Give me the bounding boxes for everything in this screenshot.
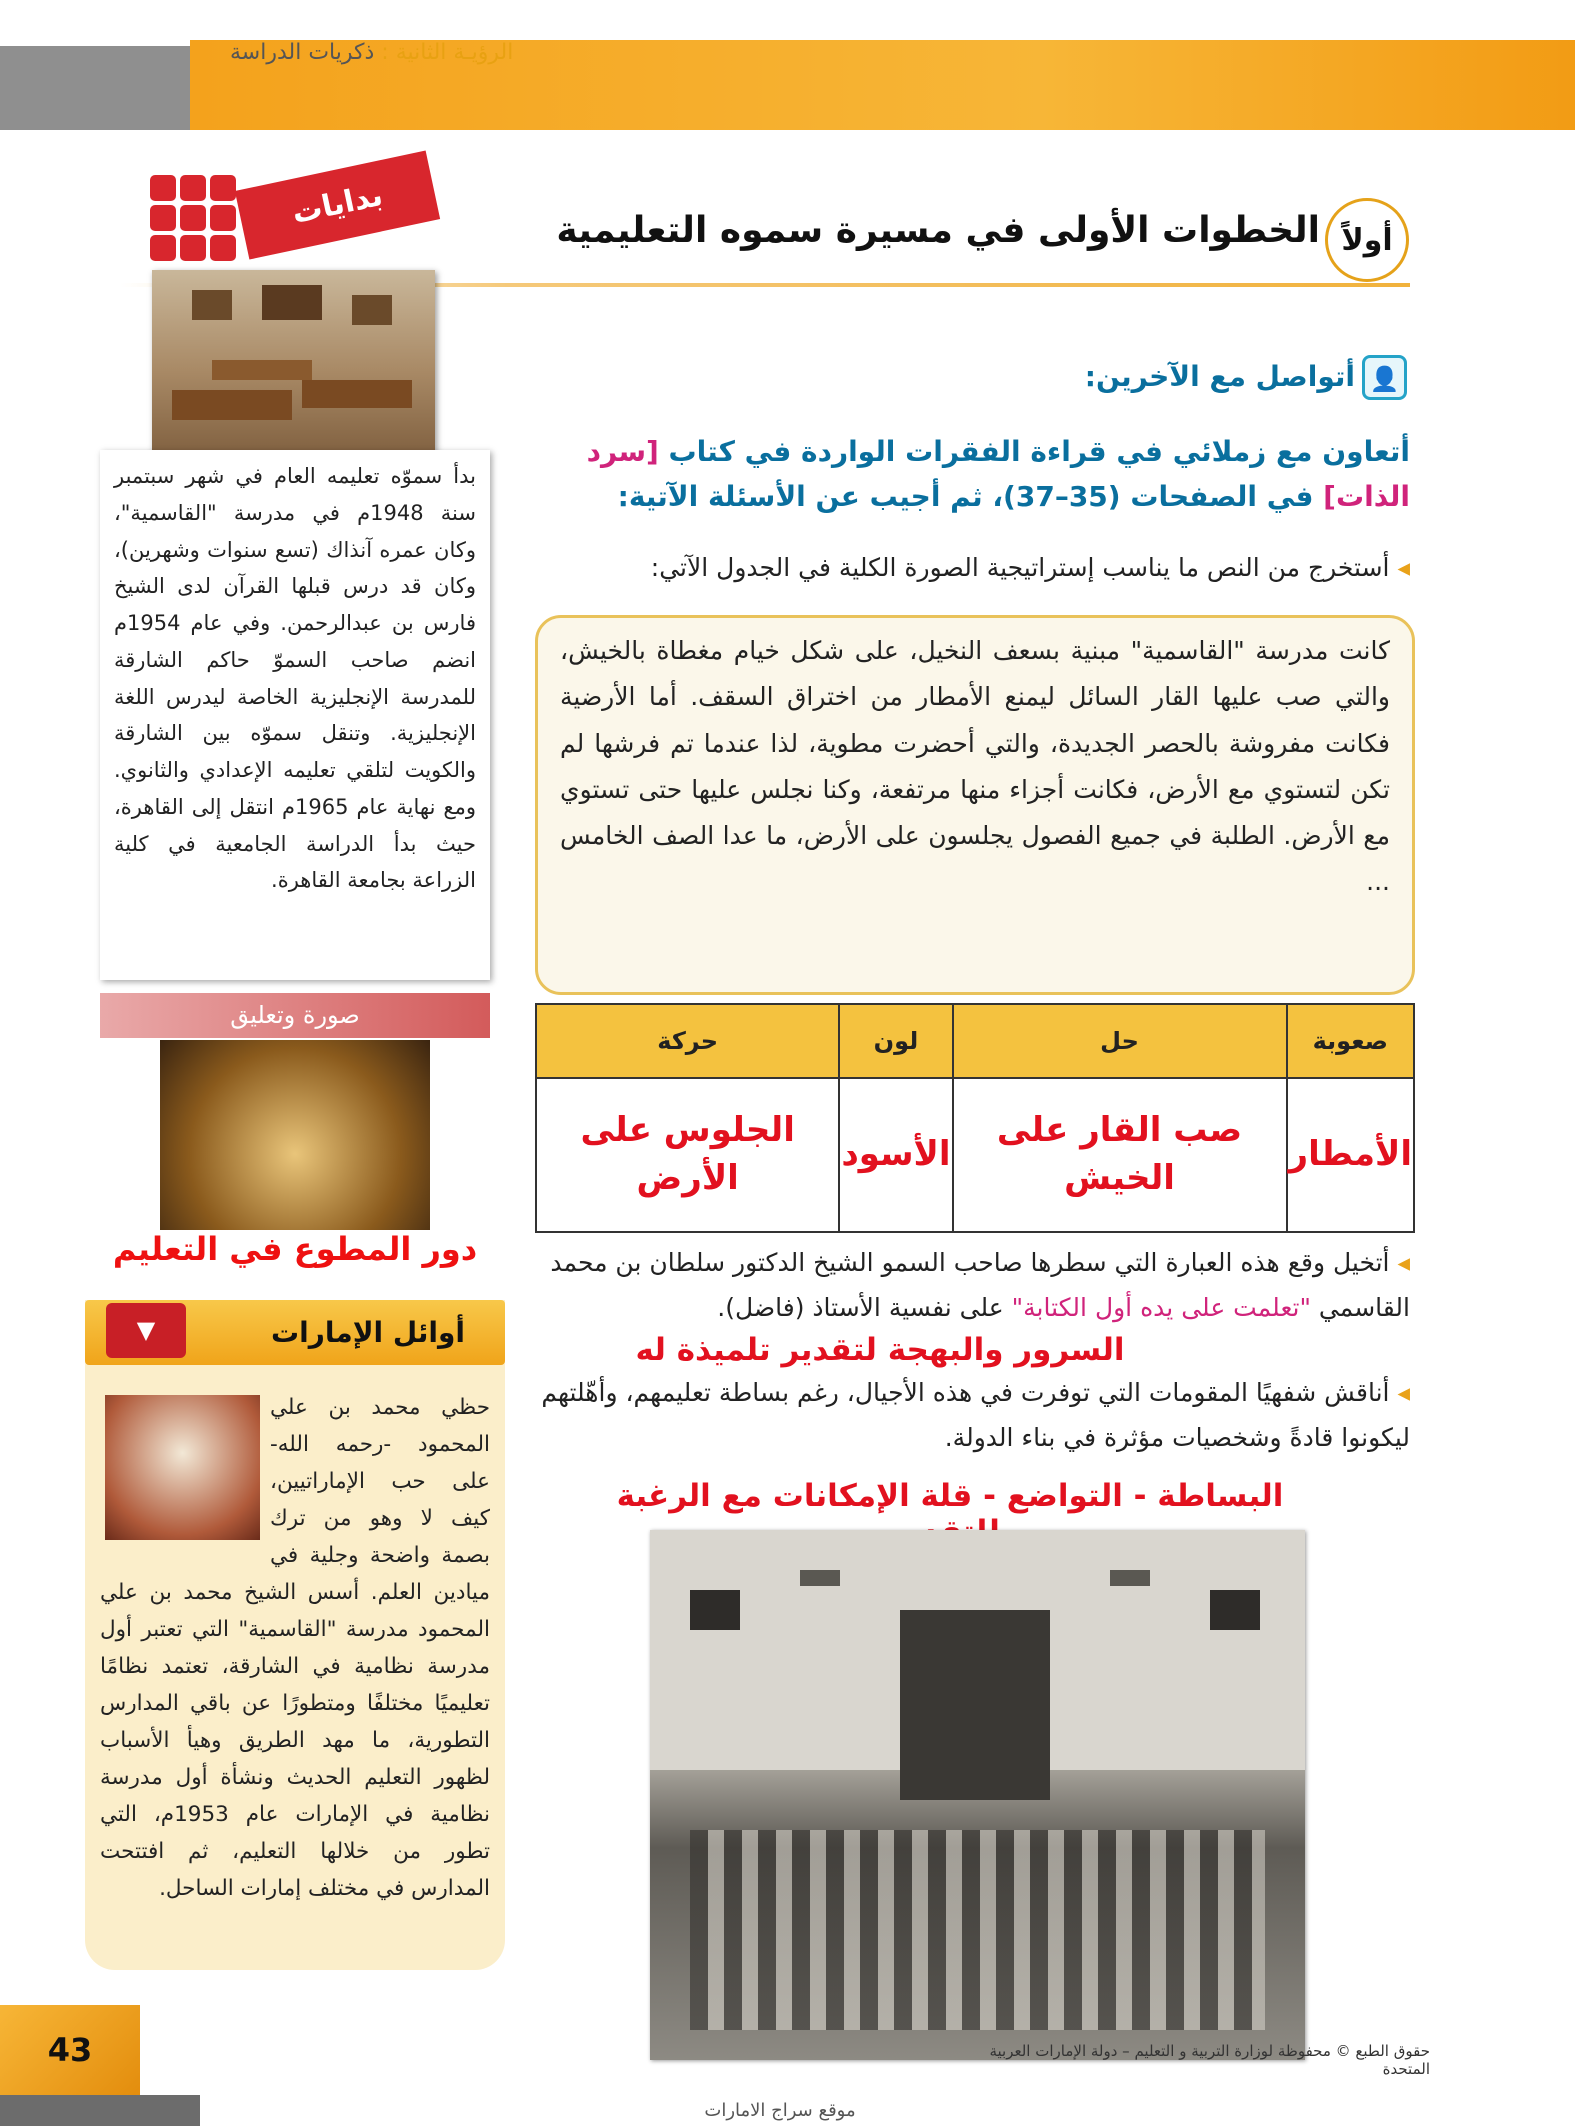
photo-caption-header: صورة وتعليق [100,993,490,1038]
question-2-pre: أتخيل وقع هذه العبارة التي سطرها صاحب السمو الشيخ الدكتور سلطان بن محمد القاسمي [550,1248,1410,1322]
section-number: أولاً [1325,198,1409,282]
beginnings-label: بدايات [235,150,440,259]
table-header: لون [839,1004,952,1078]
passage-box: كانت مدرسة "القاسمية" مبنية بسعف النخيل، على شكل خيام مغطاة بالخيش، والتي صب عليها القار السائل ليمنع الأمطار من اختراق السقف. أما الأرضية فكانت مفروشة بالحصر الجديدة، والتي أحضرت مطوية، لذا عندما تم فرشها لم تكن لتستوي مع الأرض، فكانت أجزاء منها مرتفعة، وكنا نجلس عليها حتى تستوي مع الأرض. الطلبة في جميع الفصول يجلسون على الأرض، ما عدا الصف الخامس ... [535,615,1415,995]
task-post: في الصفحات (35–37)، ثم أجيب عن الأسئلة الآتية: [617,479,1324,513]
communicate-heading: أتواصل مع الآخرين: [1084,360,1355,393]
bullet-icon: ◂ [1389,1248,1410,1277]
answer-2: السرور والبهجة لتقدير تلميذة له [635,1332,1125,1368]
teacher-photo [160,1040,430,1230]
table-answer: الأسود [839,1078,952,1232]
strategy-table [535,1003,1415,1233]
bullet-icon: ◂ [1389,553,1410,582]
breadcrumb-topic: ذكريات الدراسة [230,40,375,65]
table-answer: صب القار على الخيش [953,1078,1287,1232]
question-2 [500,1240,1410,1330]
copyright-notice: حقوق الطبع © محفوظة لوزارة التربية و التعليم – دولة الإمارات العربية المتحدة [989,2042,1430,2078]
question-3-text: أناقش شفهيًا المقومات التي توفرت في هذه الأجيال، رغم بساطة تعليمهم، وأهّلتهم ليكونوا قادةً وشخصيات مؤثرة في بناء الدولة. [541,1378,1410,1452]
question-2-post: على نفسية الأستاذ (فاضل). [717,1293,1012,1322]
task-instructions [500,430,1410,530]
site-name: موقع سراج الامارات [704,2100,856,2121]
task-pre: أتعاون مع زملائي في قراءة الفقرات الواردة في كتاب [658,435,1410,468]
question-3 [500,1370,1410,1460]
book-title: [سرد الذات] [586,435,1410,513]
table-header: حل [953,1004,1287,1078]
school-group-photo [650,1530,1305,2060]
breadcrumb [230,40,530,80]
question-1-text: أستخرج من النص ما يناسب إستراتيجية الصورة الكلية في الجدول الآتي: [650,553,1390,582]
photo-caption-answer: دور المطوع في التعليم [112,1230,478,1268]
table-header: صعوبة [1287,1004,1414,1078]
portrait-spacer [100,1390,270,1545]
breadcrumb-separator: : [374,40,396,65]
question-1 [500,545,1410,590]
breadcrumb-vision: الرؤيـة الثانية [395,40,514,65]
page-number: 43 [0,2005,140,2095]
biography-text: بدأ سموّه تعليمه العام في شهر سبتمبر سنة 1948م في مدرسة "القاسمية"، وكان عمره آنذاك (تسع سنوات وشهرين)، وكان قد درس قبلها القرآن لدى الشيخ فارس بن عبدالرحمن. وفي عام 1954م انضم صاحب السموّ حاكم الشارقة للمدرسة الإنجليزية الخاصة ليدرس اللغة الإنجليزية. وتنقل سموّه بين الشارقة والكويت لتلقي تعليمه الإعدادي والثانوي. ومع نهاية عام 1965م انتقل إلى القاهرة، حيث بدأ الدراسة الجامعية في كلية الزراعة بجامعة القاهرة. [100,450,490,980]
pioneers-title: أوائل الإمارات [85,1300,505,1365]
table-answer: الأمطار [1287,1078,1414,1232]
footer-bar [0,2095,200,2126]
beginnings-badge [150,170,430,270]
pioneers-text [100,1390,490,1970]
section-title: الخطوات الأولى في مسيرة سموه التعليمية [556,210,1320,251]
bullet-icon: ◂ [1389,1378,1410,1407]
pioneers-body: حظي محمد بن علي المحمود -رحمه الله- على حب الإماراتيين، كيف لا وهو من ترك بصمة واضحة وجلية في ميادين العلم. أسس الشيخ محمد بن علي المحمود مدرسة "القاسمية" التي تعتبر أول مدرسة نظامية في الشارقة، تعتمد نظامًا تعليميًا مختلفًا ومتطورًا عن باقي المدارس التطورية، ما مهد الطريق وهيأ الأسباب لظهور التعليم الحديث ونشأة أول مدرسة نظامية في الإمارات عام 1953م، التي تطور من خلالها التعليم، ثم افتتحت المدارس في مختلف إمارات الساحل. [100,1395,490,1901]
classroom-photo [152,270,435,470]
person-icon: 👤 [1362,355,1407,400]
table-answer: الجلوس على الأرض [536,1078,839,1232]
answer-3: البساطة - التواضع - قلة الإمكانات مع الرغبة [616,1478,1284,1514]
question-2-quote: "تعلمت على يده أول الكتابة" [1011,1293,1311,1322]
table-header: حركة [536,1004,839,1078]
chevron-down-icon[interactable]: ▼ [106,1303,186,1358]
